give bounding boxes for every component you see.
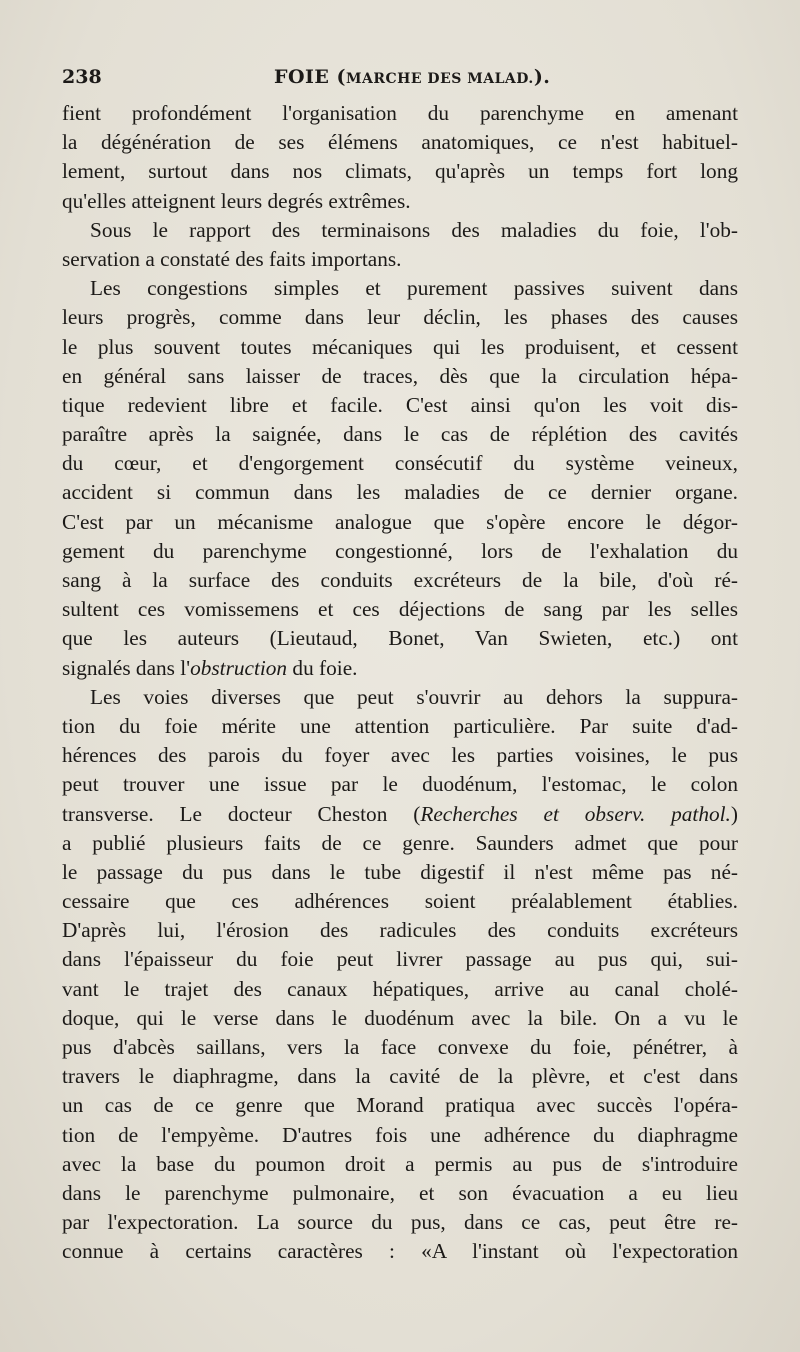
text-line: vant le trajet des canaux hépatiques, arrive au canal cholé- [62, 976, 738, 1001]
text-line: en général sans laisser de traces, dès que la circulation hépa- [62, 363, 738, 388]
text-line: fient profondément l'organisation du parenchyme en amenant [62, 101, 738, 125]
running-head-main: FOIE ( [274, 66, 347, 88]
text-line: un cas de ce genre que Morand pratiqua avec succès l'opéra- [62, 1093, 738, 1118]
text-fragment: transverse. Le docteur Cheston ( [62, 801, 421, 826]
text-line: leurs progrès, comme dans leur déclin, les phases des causes [62, 305, 738, 330]
text-line: le plus souvent toutes mécaniques qui les produisent, et cessent [62, 334, 738, 359]
text-line: hérences des parois du foyer avec les parties voisines, le pus [62, 743, 738, 768]
text-line: a publié plusieurs faits de ce genre. Saunders admet que pour [62, 830, 738, 855]
body-text [62, 99, 738, 1267]
text-line: que les auteurs (Lieutaud, Bonet, Van Swieten, etc.) ont [62, 626, 738, 651]
text-line: peut trouver une issue par le duodénum, l'estomac, le colon [62, 772, 738, 797]
text-line: C'est par un mécanisme analogue que s'opère encore le dégor- [62, 509, 738, 534]
text-fragment: signalés dans l' [62, 655, 191, 680]
text-line: D'après lui, l'érosion des radicules des conduits excréteurs [62, 918, 738, 943]
text-line: tion du foie mérite une attention particulière. Par suite d'ad- [62, 713, 738, 738]
running-head-small-caps: MARCHE DES MALAD. [346, 71, 534, 87]
text-line: cessaire que ces adhérences soient préalablement établies. [62, 889, 738, 914]
text-line-cheston [62, 800, 738, 829]
text-line: doque, qui le verse dans le duodénum avec la bile. On a vu le [62, 1005, 738, 1030]
text-line: la dégénération de ses élémens anatomiques, ce n'est habituel- [62, 130, 738, 155]
page-number: 238 [62, 66, 102, 88]
text-line: sang à la surface des conduits excréteurs de la bile, d'où ré- [62, 568, 738, 592]
text-line: qu'elles atteignent leurs degrés extrêmes. [62, 188, 411, 213]
text-line: du cœur, et d'engorgement consécutif du système veineux, [62, 451, 738, 476]
text-line: sultent ces vomissemens et ces déjections de sang par les selles [62, 597, 738, 622]
running-head-end: ). [533, 66, 551, 88]
italic-term-obstruction: obstruction [190, 655, 288, 680]
text-line: dans le parenchyme pulmonaire, et son évacuation a eu lieu [62, 1180, 738, 1205]
text-line: accident si commun dans les maladies de ce dernier organe. [62, 480, 738, 505]
text-line: servation a constaté des faits importans. [62, 246, 402, 271]
text-line: tique redevient libre et facile. C'est ainsi qu'on les voit dis- [62, 392, 738, 417]
text-fragment: ) [730, 801, 738, 826]
text-line: pus d'abcès saillans, vers la face convexe du foie, pénétrer, à [62, 1035, 738, 1059]
text-line: tion de l'empyème. D'autres fois une adhérence du diaphragme [62, 1122, 738, 1147]
text-line: gement du parenchyme congestionné, lors de l'exhalation du [62, 538, 738, 563]
text-line: Les voies diverses que peut s'ouvrir au dehors la suppura- [90, 684, 738, 709]
text-fragment: du foie. [287, 655, 358, 680]
page-header [62, 66, 738, 94]
text-line: lement, surtout dans nos climats, qu'après un temps fort long [62, 159, 738, 184]
text-line: le passage du pus dans le tube digestif il n'est même pas né- [62, 859, 738, 884]
italic-title-recherches: Recherches et observ. pathol. [420, 801, 731, 826]
text-line: Sous le rapport des terminaisons des maladies du foie, l'ob- [90, 217, 738, 242]
text-line: paraître après la saignée, dans le cas de réplétion des cavités [62, 422, 738, 447]
text-line: avec la base du poumon droit a permis au pus de s'introduire [62, 1151, 738, 1176]
text-line: dans l'épaisseur du foie peut livrer passage au pus qui, sui- [62, 947, 738, 972]
text-line-obstruction [62, 654, 738, 683]
text-line: Les congestions simples et purement passives suivent dans [90, 276, 738, 301]
text-line: connue à certains caractères : «A l'instant où l'expectoration [62, 1239, 738, 1264]
running-head [274, 66, 550, 88]
text-line: par l'expectoration. La source du pus, dans ce cas, peut être re- [62, 1210, 738, 1235]
text-line: travers le diaphragme, dans la cavité de la plèvre, et c'est dans [62, 1064, 738, 1089]
